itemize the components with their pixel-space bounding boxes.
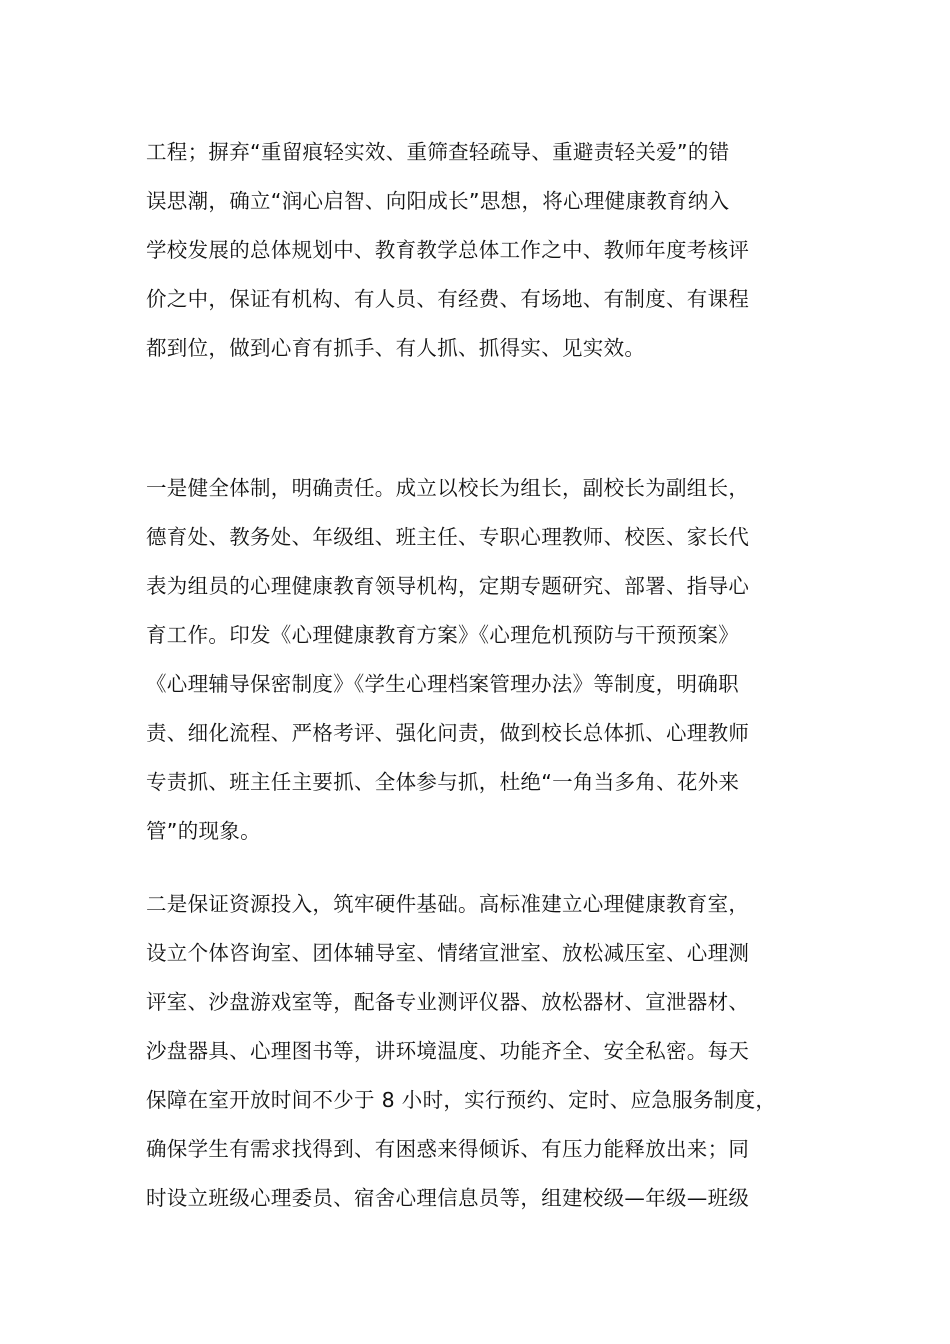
text-line: 保障在室开放时间不少于 8 小时，实行预约、定时、应急服务制度， (146, 1088, 777, 1112)
text-line: 育工作。印发《心理健康教育方案》《心理危机预防与干预预案》 (146, 623, 739, 647)
text-line: 误思潮，确立“润心启智、向阳成长”思想，将心理健康教育纳入 (146, 189, 730, 213)
text-line: 工程；摒弃“重留痕轻实效、重筛查轻疏导、重避责轻关爱”的错 (146, 140, 730, 164)
text-line: 价之中，保证有机构、有人员、有经费、有场地、有制度、有课程 (146, 287, 750, 311)
paragraph-3 (146, 880, 826, 1223)
text-line: 设立个体咨询室、团体辅导室、情绪宣泄室、放松减压室、心理测 (146, 941, 750, 965)
text-line: 二是保证资源投入，筑牢硬件基础。高标准建立心理健康教育室， (146, 892, 750, 916)
text-line: 学校发展的总体规划中、教育教学总体工作之中、教师年度考核评 (146, 238, 750, 262)
text-line: 专责抓、班主任主要抓、全体参与抓，杜绝“一角当多角、花外来 (146, 770, 740, 794)
text-line: 评室、沙盘游戏室等，配备专业测评仪器、放松器材、宣泄器材、 (146, 990, 750, 1014)
paragraph-2 (146, 464, 826, 856)
text-line: 责、细化流程、严格考评、强化问责，做到校长总体抓、心理教师 (146, 721, 750, 745)
text-line: 确保学生有需求找得到、有困惑来得倾诉、有压力能释放出来；同 (146, 1137, 750, 1161)
text-line: 一是健全体制，明确责任。成立以校长为组长，副校长为副组长， (146, 476, 750, 500)
paragraph-1 (146, 128, 826, 373)
text-line: 《心理辅导保密制度》《学生心理档案管理办法》等制度，明确职 (146, 672, 739, 696)
text-line: 沙盘器具、心理图书等，讲环境温度、功能齐全、安全私密。每天 (146, 1039, 750, 1063)
text-line: 表为组员的心理健康教育领导机构，定期专题研究、部署、指导心 (146, 574, 750, 598)
text-line: 时设立班级心理委员、宿舍心理信息员等，组建校级—年级—班级 (146, 1186, 750, 1210)
text-line: 管”的现象。 (146, 819, 261, 843)
text-line: 都到位，做到心育有抓手、有人抓、抓得实、见实效。 (146, 336, 646, 360)
text-line: 德育处、教务处、年级组、班主任、专职心理教师、校医、家长代 (146, 525, 750, 549)
